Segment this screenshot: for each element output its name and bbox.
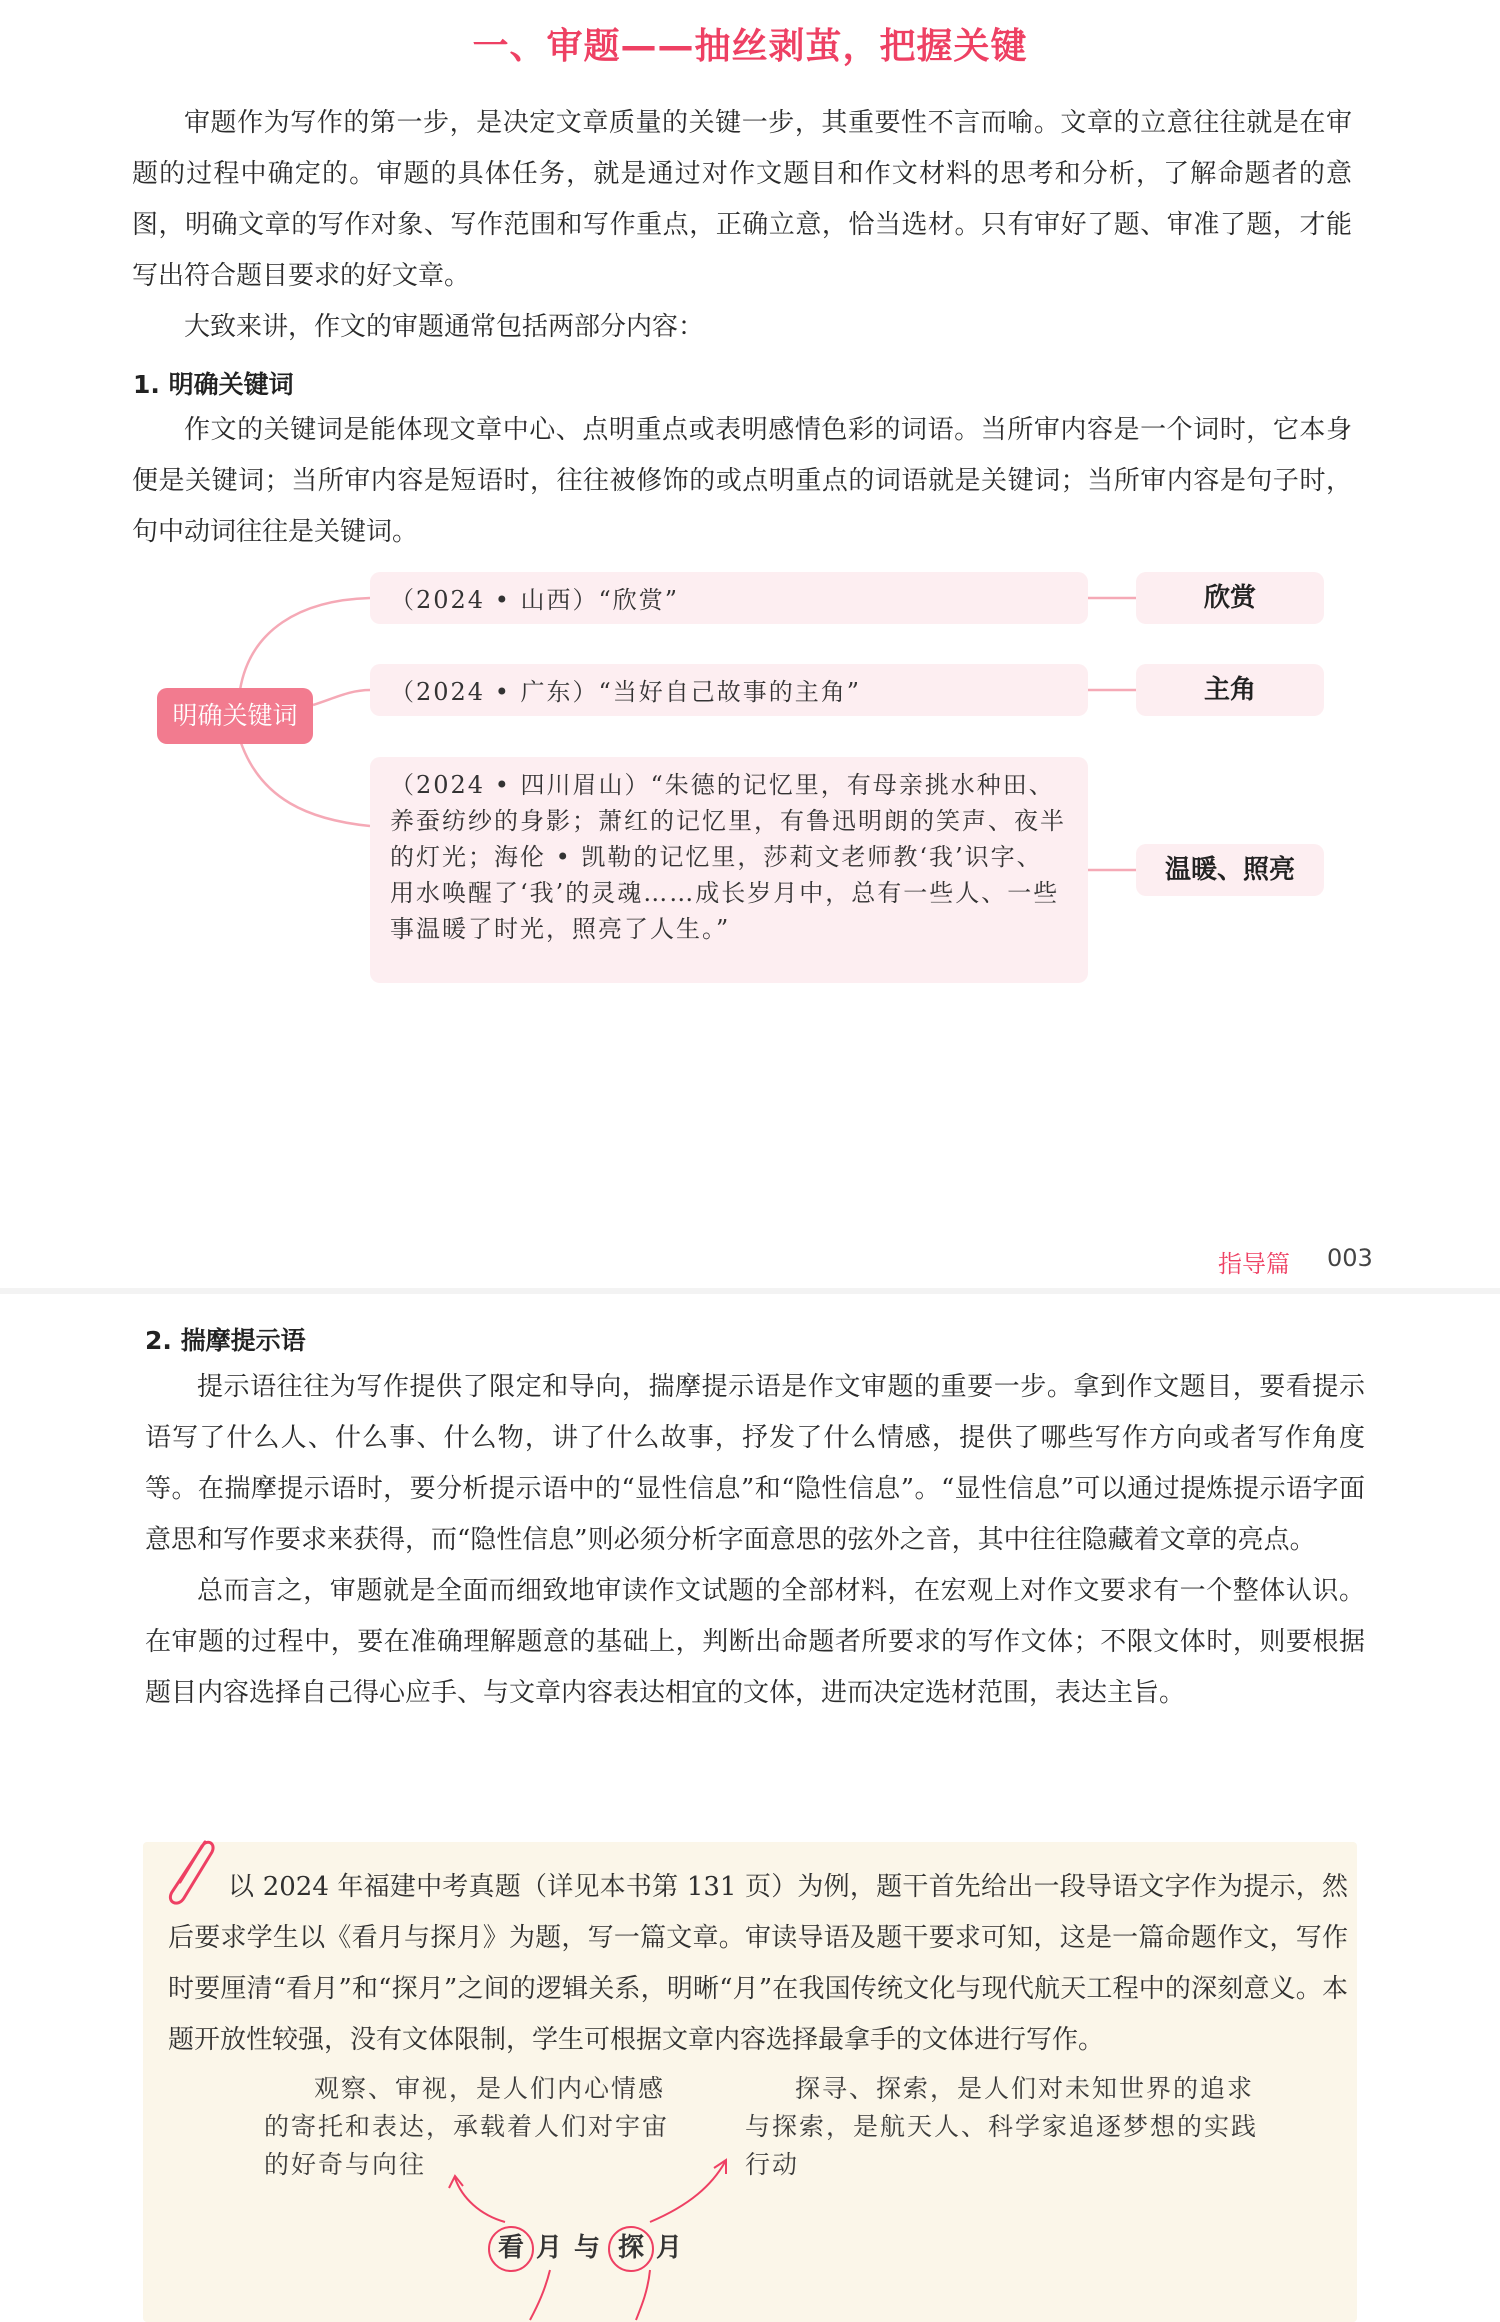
note-paragraph: 以 2024 年福建中考真题（详见本书第 131 页）为例，题干首先给出一段导语文字作为提示，然后要求学生以《看月与探月》为题，写一篇文章。审读导语及题干要求可知，这是一篇命题作文，写作时要厘清“看月”和“探月”之间的逻辑关系，明晰“月”在我国传统文化与现代航天工程中的深刻意义。本题开放性较强，没有文体限制，学生可根据文章内容选择最拿手的文体进行写作。 [168, 1872, 1348, 2055]
mindmap-keyword-1: 欣赏 [1136, 572, 1324, 624]
section-2-heading: 2. 揣摩提示语 [145, 1326, 306, 1355]
section-2-paragraph-1: 提示语往往为写作提供了限定和导向，揣摩提示语是作文审题的重要一步。拿到作文题目，要看提示语写了什么人、什么事、什么物，讲了什么故事，抒发了什么情感，提供了哪些写作方向或者写作角度等。在揣摩提示语时，要分析提示语中的“显性信息”和“隐性信息”。“显性信息”可以通过提炼提示语字面意思和写作要求来获得，而“隐性信息”则必须分析字面意思的弦外之音，其中往往隐藏着文章的亮点。 [145, 1372, 1365, 1555]
title-char-yue-1: 月 [536, 2233, 563, 2263]
title-char-yu: 与 [574, 2233, 601, 2263]
right-annotation: 探寻、探索，是人们对未知世界的追求与探索，是航天人、科学家追逐梦想的实践行动 [745, 2074, 1259, 2179]
section-1-paragraph: 作文的关键词是能体现文章中心、点明重点或表明感情色彩的词语。当所审内容是一个词时，它本身便是关键词；当所审内容是短语时，往往被修饰的或点明重点的词语就是关键词；当所审内容是句子时，句中动词往往是关键词。 [132, 415, 1352, 547]
page-number: 003 [1327, 1244, 1373, 1272]
intro-paragraph-1: 审题作为写作的第一步，是决定文章质量的关键一步，其重要性不言而喻。文章的立意往往就是在审题的过程中确定的。审题的具体任务，就是通过对作文题目和作文材料的思考和分析，了解命题者的意图，明确文章的写作对象、写作范围和写作重点，正确立意，恰当选材。只有审好了题、审准了题，才能写出符合题目要求的好文章。 [132, 108, 1352, 291]
mindmap-branch-guangdong: （2024 • 广东）“当好自己故事的主角” [370, 664, 1088, 716]
mindmap-keyword-3: 温暖、照亮 [1136, 844, 1324, 896]
section-2-paragraph-2: 总而言之，审题就是全面而细致地审读作文试题的全部材料，在宏观上对作文要求有一个整体认识。在审题的过程中，要在准确理解题意的基础上，判断出命题者所要求的写作文体；不限文体时，则要根据题目内容选择自己得心应手、与文章内容表达相宜的文体，进而决定选材范围，表达主旨。 [145, 1576, 1365, 1708]
left-annotation: 观察、审视，是人们内心情感的寄托和表达，承载着人们对宇宙的好奇与向往 [264, 2074, 670, 2179]
essay-title-diagram [488, 2226, 688, 2272]
page-title: 一、审题——抽丝剥茧，把握关键 [472, 26, 1028, 67]
title-char-kan: 看 [488, 2226, 534, 2272]
footer-section-label: 指导篇 [1218, 1250, 1290, 1278]
mindmap-center-node: 明确关键词 [157, 688, 313, 744]
mindmap-branch-sichuan: （2024 • 四川眉山）“朱德的记忆里，有母亲挑水种田、养蚕纺纱的身影；萧红的记忆里，有鲁迅明朗的笑声、夜半的灯光；海伦 • 凯勒的记忆里，莎莉文老师教‘我’识字、用水唤醒了‘我’的灵魂……成长岁月中，总有一些人、一些事温暖了时光，照亮了人生。” [370, 757, 1088, 983]
intro-paragraph-2: 大致来讲，作文的审题通常包括两部分内容： [184, 312, 705, 342]
section-1-heading: 1. 明确关键词 [133, 370, 294, 399]
title-char-tan: 探 [608, 2226, 654, 2272]
title-char-yue-2: 月 [656, 2233, 683, 2263]
mindmap-keyword-2: 主角 [1136, 664, 1324, 716]
mindmap-branch-shanxi: （2024 • 山西）“欣赏” [370, 572, 1088, 624]
